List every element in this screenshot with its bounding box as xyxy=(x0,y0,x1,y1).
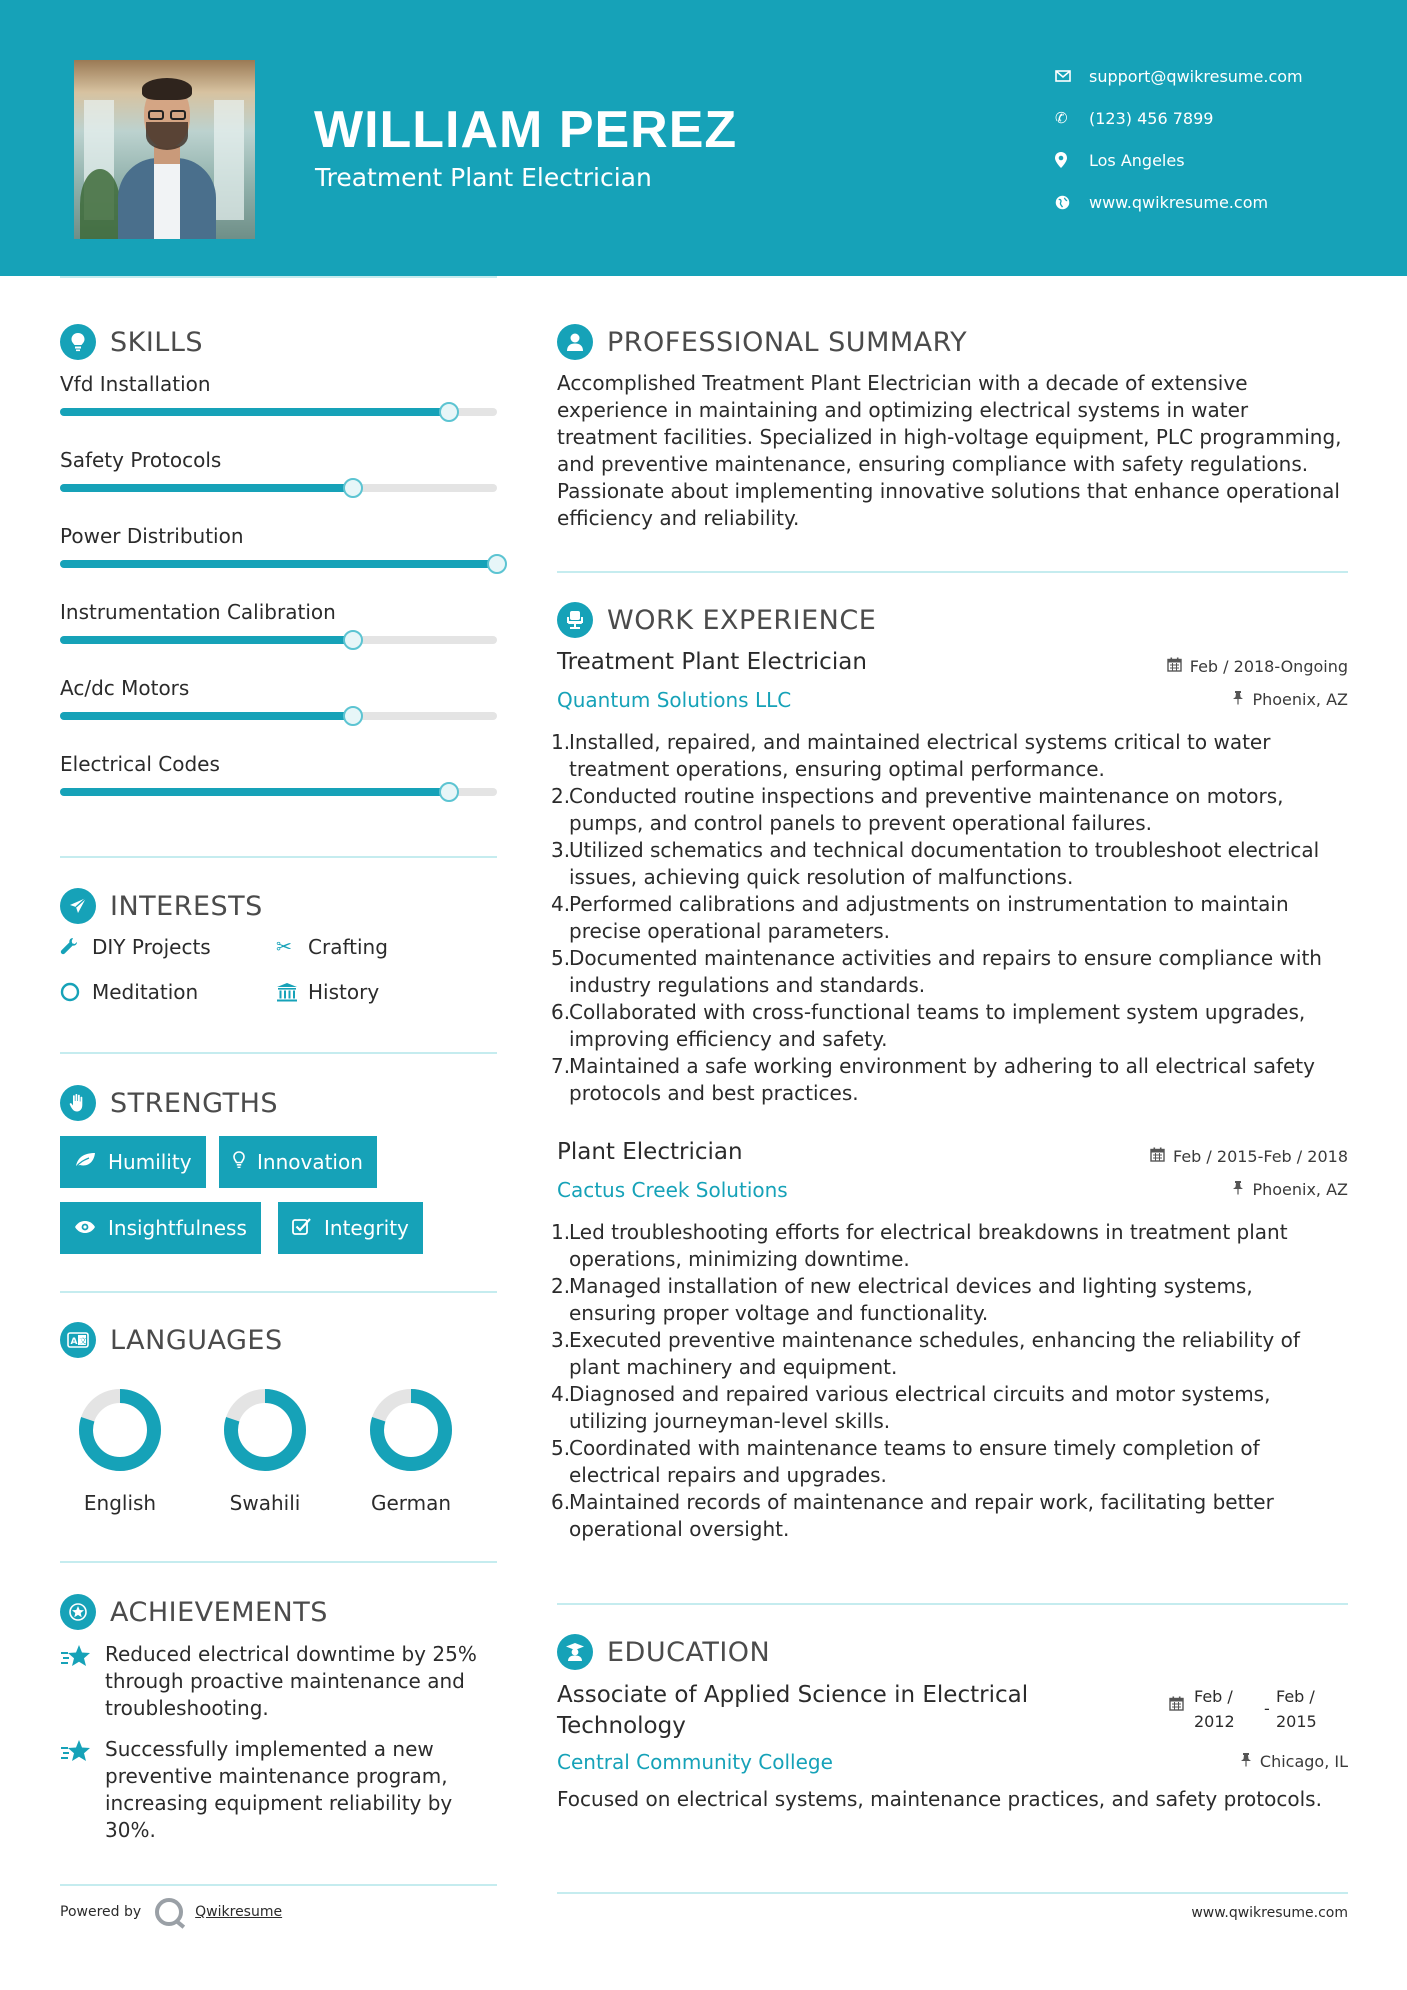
company-name: Cactus Creek Solutions xyxy=(557,1178,788,1202)
job-title: Treatment Plant Electrician xyxy=(557,649,867,675)
skill-item xyxy=(60,752,497,776)
job-bullet: 6. Collaborated with cross-functional teams to implement system upgrades, improving efficiency and safety. xyxy=(551,1000,1306,1051)
job-bullet: 7. Maintained a safe working environment by adhering to all electrical safety protocols and best practices. xyxy=(551,1054,1315,1105)
language-proficiency-donut xyxy=(75,1385,165,1475)
skill-item xyxy=(60,448,497,472)
candidate-name: WILLIAM PEREZ xyxy=(314,101,738,159)
scissors-icon: ✂ xyxy=(276,936,292,958)
language-item xyxy=(351,1385,471,1515)
contact-list xyxy=(1055,55,1385,223)
skill-bar xyxy=(60,788,497,796)
divider xyxy=(60,1884,497,1886)
job-location: Phoenix, AZ xyxy=(1232,1180,1348,1199)
languages-heading: A 文 LANGUAGES xyxy=(60,1322,283,1358)
skill-bar-knob xyxy=(487,554,507,574)
achievement-item: Reduced electrical downtime by 25% through proactive maintenance and troubleshooting. xyxy=(60,1641,500,1722)
job-bullet: 3. Utilized schematics and technical documentation to troubleshoot electrical issues, achieving quick resolution of malfunctions. xyxy=(551,838,1320,889)
job-title: Plant Electrician xyxy=(557,1139,743,1165)
language-proficiency-donut xyxy=(220,1385,310,1475)
star-icon xyxy=(60,1641,105,1722)
job-bullets xyxy=(551,729,1341,1107)
job-bullet: 1. Led troubleshooting efforts for electrical breakdowns in treatment plant operations, minimizing downtime. xyxy=(551,1220,1288,1271)
office-chair-icon xyxy=(557,602,593,638)
brand-link[interactable]: Qwikresume xyxy=(195,1904,283,1920)
footer-powered-by: Powered by Qwikresume xyxy=(60,1898,282,1926)
skill-bar-fill xyxy=(60,560,497,568)
skill-item xyxy=(60,600,497,624)
strength-badge: Humility xyxy=(60,1136,206,1188)
skill-bar-knob xyxy=(439,782,459,802)
skill-label: Instrumentation Calibration xyxy=(60,600,336,624)
job-bullet: 4. Performed calibrations and adjustments on instrumentation to maintain precise operational parameters. xyxy=(551,892,1289,943)
resume-header xyxy=(0,0,1407,276)
contact-email[interactable]: support@qwikresume.com xyxy=(1055,55,1385,97)
language-name: English xyxy=(83,1491,157,1515)
education-heading: EDUCATION xyxy=(557,1634,770,1670)
skill-bar-fill xyxy=(60,712,353,720)
graduate-icon xyxy=(557,1634,593,1670)
museum-icon xyxy=(276,982,308,1002)
divider xyxy=(557,1892,1348,1894)
strengths-heading: STRENGTHS xyxy=(60,1085,278,1121)
job-bullets xyxy=(551,1219,1341,1543)
degree-title: Associate of Applied Science in Electrical Technology xyxy=(557,1682,1029,1739)
translate-icon xyxy=(60,1322,96,1358)
job-bullet: 1. Installed, repaired, and maintained electrical systems critical to water treatment operations, ensuring optimal performance. xyxy=(551,730,1271,781)
language-name: German xyxy=(370,1491,452,1515)
hand-icon xyxy=(60,1085,96,1121)
eye-icon xyxy=(74,1217,96,1239)
skill-bar-fill xyxy=(60,484,353,492)
lightbulb-icon xyxy=(233,1151,245,1174)
phone-icon: ✆ xyxy=(1055,109,1068,127)
user-icon xyxy=(557,324,593,360)
envelope-icon xyxy=(1055,70,1089,82)
achievements-heading: ACHIEVEMENTS xyxy=(60,1594,328,1630)
skill-bar-fill xyxy=(60,408,449,416)
skill-item xyxy=(60,372,497,396)
divider xyxy=(60,856,497,858)
divider xyxy=(60,1052,497,1054)
education-location: Chicago, IL xyxy=(1240,1752,1348,1771)
language-name: Swahili xyxy=(229,1491,301,1515)
skill-bar-fill xyxy=(60,636,353,644)
job-bullet: 2. Managed installation of new electrical devices and lighting systems, ensuring proper voltage and functionality. xyxy=(551,1274,1253,1325)
pin-icon xyxy=(1232,690,1244,709)
skill-label: Electrical Codes xyxy=(60,752,220,776)
wrench-icon xyxy=(60,937,92,957)
job-bullet: 6. Maintained records of maintenance and repair work, facilitating better operational oversight. xyxy=(551,1490,1274,1541)
candidate-title: Treatment Plant Electrician xyxy=(315,163,652,192)
contact-location: Los Angeles xyxy=(1055,139,1385,181)
skills-heading: SKILLS xyxy=(60,324,203,360)
job-date: Feb / 2018-Ongoing xyxy=(1167,657,1348,676)
interests-heading: INTERESTS xyxy=(60,888,263,924)
skill-item xyxy=(60,524,497,548)
contact-phone[interactable]: ✆ (123) 456 7899 xyxy=(1055,108,1214,128)
interest-item: ✂ Crafting xyxy=(276,935,388,959)
skill-bar-fill xyxy=(60,788,449,796)
skill-bar-knob xyxy=(439,402,459,422)
profile-photo xyxy=(74,60,255,239)
education-date: Feb / 2012 - Feb / 2015 xyxy=(1169,1684,1326,1734)
qwikresume-logo-icon xyxy=(155,1898,183,1926)
language-item xyxy=(205,1385,325,1515)
experience-heading: WORK EXPERIENCE xyxy=(557,602,876,638)
star-icon xyxy=(60,1736,105,1844)
summary-heading: PROFESSIONAL SUMMARY xyxy=(557,324,967,360)
achievement-item: Successfully implemented a new preventive maintenance program, increasing equipment reliability by 30%. xyxy=(60,1736,500,1844)
summary-text: Accomplished Treatment Plant Electrician with a decade of extensive experience in maintaining and optimizing electrical systems in water treatment facilities. Specialized in high-voltage equipment, PLC programming, and preventive maintenance, ensuring compliance with safety regulations. Passionate about implementing innovative solutions that enhance operational efficiency and reliability. xyxy=(557,371,1342,530)
school-name: Central Community College xyxy=(557,1750,833,1774)
skill-label: Safety Protocols xyxy=(60,448,222,472)
language-proficiency-donut xyxy=(366,1385,456,1475)
interest-item: DIY Projects xyxy=(60,935,211,959)
skill-label: Ac/dc Motors xyxy=(60,676,190,700)
pin-icon xyxy=(1240,1752,1252,1771)
calendar-icon xyxy=(1167,657,1182,676)
skill-bar-knob xyxy=(343,706,363,726)
globe-icon xyxy=(1055,195,1089,210)
skill-label: Vfd Installation xyxy=(60,372,211,396)
divider xyxy=(60,276,497,278)
divider xyxy=(60,1561,497,1563)
map-marker-icon xyxy=(1055,152,1089,168)
language-item xyxy=(60,1385,180,1515)
strength-badge: Insightfulness xyxy=(60,1202,261,1254)
lightbulb-icon xyxy=(60,324,96,360)
job-location: Phoenix, AZ xyxy=(1232,690,1348,709)
education-description: Focused on electrical systems, maintenance practices, and safety protocols. xyxy=(557,1787,1322,1811)
company-name: Quantum Solutions LLC xyxy=(557,688,792,712)
strength-badge: Innovation xyxy=(219,1136,377,1188)
skill-bar-knob xyxy=(343,478,363,498)
interest-item: Meditation xyxy=(60,980,198,1004)
divider xyxy=(60,1291,497,1293)
check-square-icon xyxy=(292,1217,312,1240)
svg-text:文: 文 xyxy=(79,1336,87,1346)
job-bullet: 2. Conducted routine inspections and preventive maintenance on motors, pumps, and control panels to prevent operational failures. xyxy=(551,784,1284,835)
circle-icon xyxy=(60,982,92,1002)
job-bullet: 5. Documented maintenance activities and repairs to ensure compliance with industry regulations and standards. xyxy=(551,946,1322,997)
skill-item xyxy=(60,676,497,700)
skill-bar xyxy=(60,636,497,644)
job-bullet: 3. Executed preventive maintenance schedules, enhancing the reliability of plant machinery and equipment. xyxy=(551,1328,1300,1379)
job-bullet: 5. Coordinated with maintenance teams to ensure timely completion of electrical repairs and upgrades. xyxy=(551,1436,1260,1487)
skill-bar xyxy=(60,560,497,568)
skill-bar-knob xyxy=(343,630,363,650)
skill-label: Power Distribution xyxy=(60,524,244,548)
contact-website[interactable]: www.qwikresume.com xyxy=(1055,181,1385,223)
job-date: Feb / 2015-Feb / 2018 xyxy=(1150,1147,1348,1166)
star-badge-icon xyxy=(60,1594,96,1630)
skill-bar xyxy=(60,712,497,720)
svg-text:A: A xyxy=(70,1337,78,1347)
footer-url[interactable]: www.qwikresume.com xyxy=(1191,1905,1348,1921)
calendar-icon xyxy=(1150,1147,1165,1166)
strength-badge: Integrity xyxy=(278,1202,423,1254)
interest-item: History xyxy=(276,980,379,1004)
calendar-icon xyxy=(1169,1684,1184,1734)
job-bullet: 4. Diagnosed and repaired various electrical circuits and motor systems, utilizing journeyman-level skills. xyxy=(551,1382,1271,1433)
divider xyxy=(557,571,1348,573)
leaf-icon xyxy=(74,1151,96,1173)
divider xyxy=(557,1603,1348,1605)
skill-bar xyxy=(60,408,497,416)
pin-icon xyxy=(1232,1180,1244,1199)
skill-bar xyxy=(60,484,497,492)
paper-plane-icon xyxy=(60,888,96,924)
